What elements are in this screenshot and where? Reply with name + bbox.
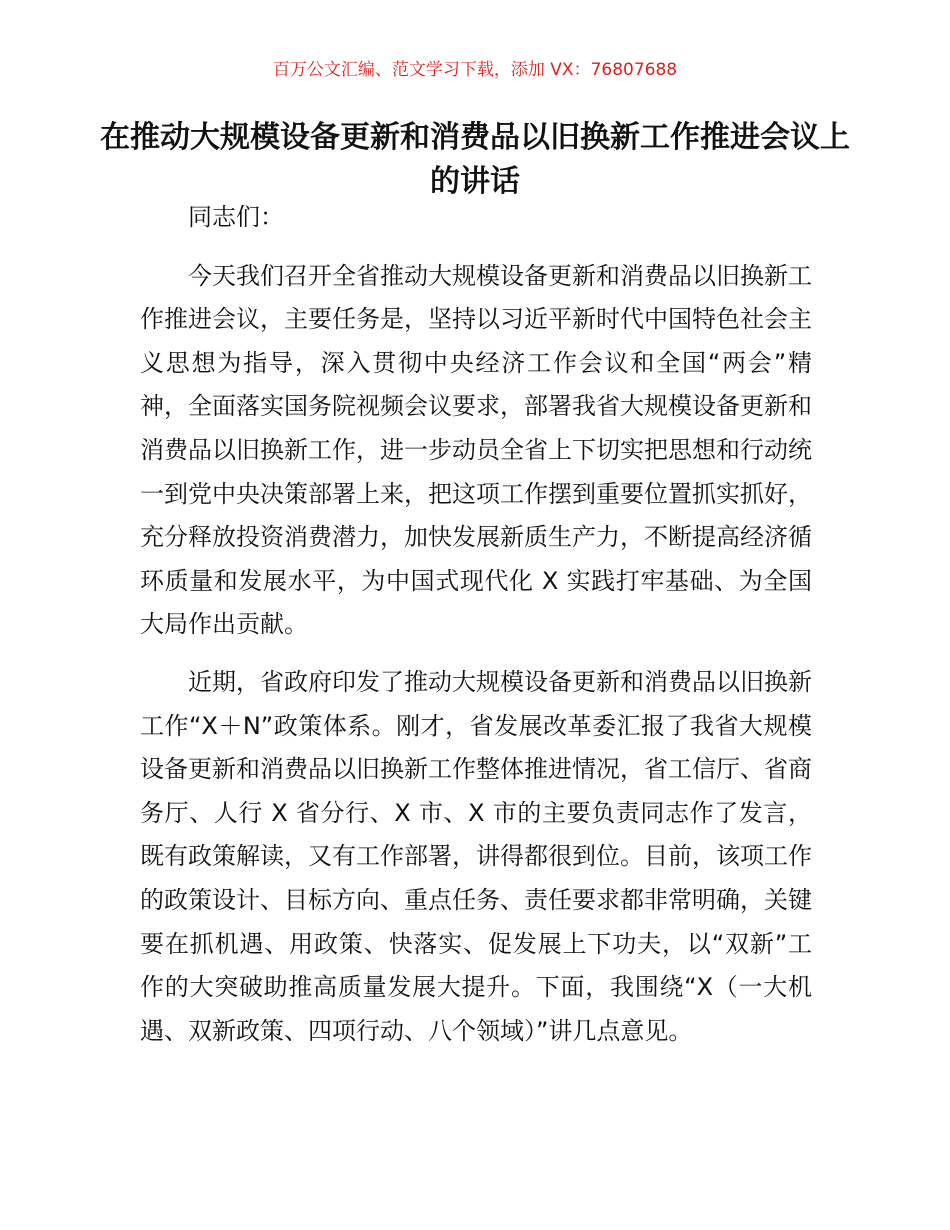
header-watermark: 百万公文汇编、范文学习下载，添加 VX：76807688 — [272, 60, 678, 80]
greeting: 同志们： — [188, 203, 284, 231]
body-paragraph: 近期，省政府印发了推动大规模设备更新和消费品以旧换新工作“X＋N”政策体系。刚才，省发展改革委汇报了我省大规模设备更新和消费品以旧换新工作整体推进情况，省工信厅、省商务厅、人行 X 省分行、X 市、X 市的主要负责同志作了发言，既有政策解读，又有工作部署，讲得都很到位。目前，该项工作的政策设计、目标方向、重点任务、责任要求都非常明确，关键要在抓机遇、用政策、快落实、促发展上下功夫，以“双新”工作的大突破助推高质量发展大提升。下面，我围绕“X（一大机遇、双新政策、四项行动、八个领域）”讲几点意见。 — [140, 667, 812, 1045]
document-body — [140, 196, 812, 1053]
body-paragraph: 今天我们召开全省推动大规模设备更新和消费品以旧换新工作推进会议，主要任务是，坚持以习近平新时代中国特色社会主义思想为指导，深入贯彻中央经济工作会议和全国“两会”精神，全面落实国务院视频会议要求，部署我省大规模设备更新和消费品以旧换新工作，进一步动员全省上下切实把思想和行动统一到党中央决策部署上来，把这项工作摆到重要位置抓实抓好，充分释放投资消费潜力，加快发展新质生产力，不断提高经济循环质量和发展水平，为中国式现代化 X 实践打牢基础、为全国大局作出贡献。 — [140, 261, 812, 639]
document-title: 在推动大规模设备更新和消费品以旧换新工作推进会议上的讲话 — [100, 120, 850, 199]
